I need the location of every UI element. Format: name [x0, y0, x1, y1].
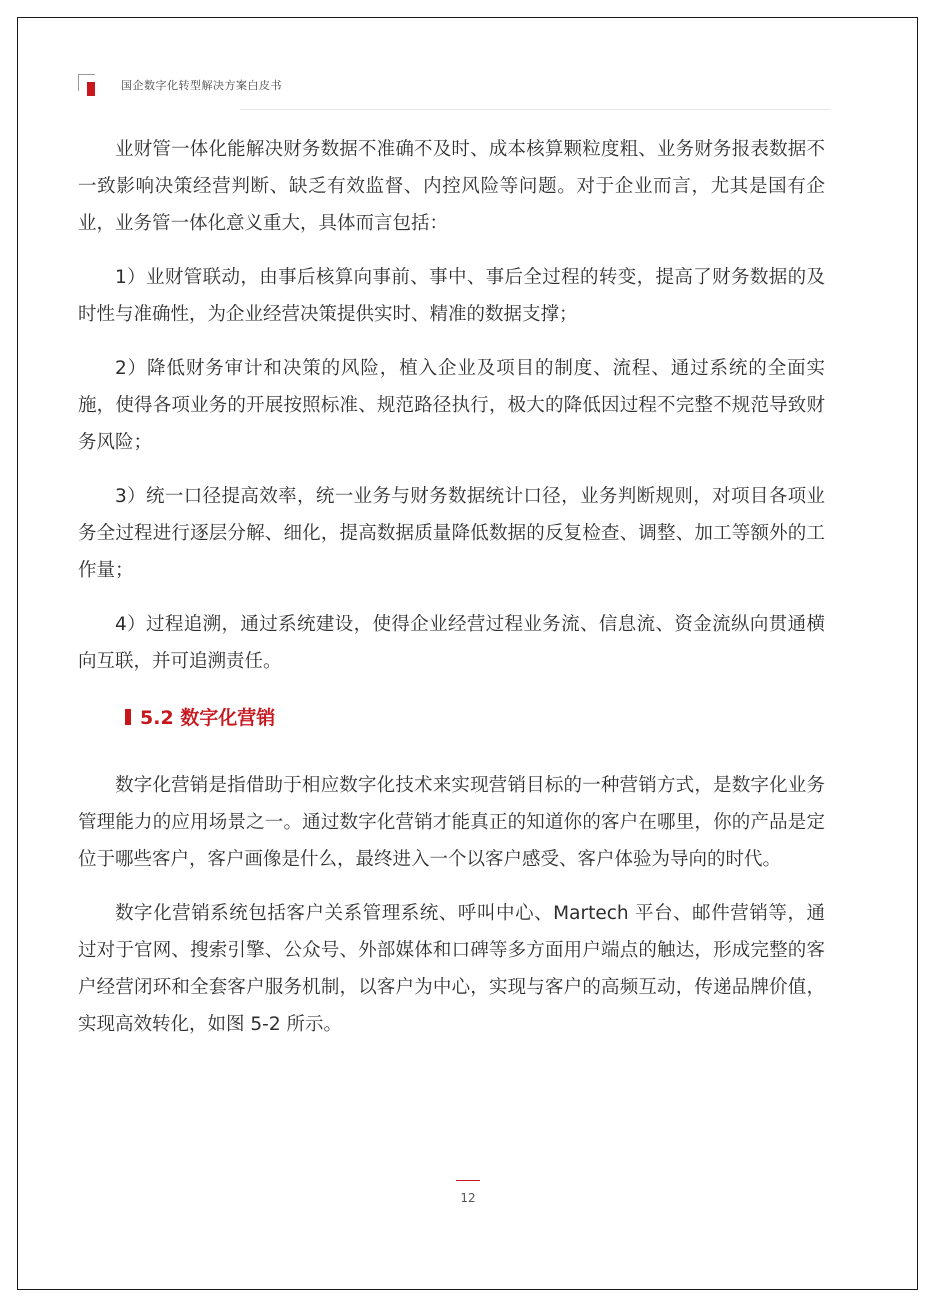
paragraph-item-3: 3）统一口径提高效率，统一业务与财务数据统计口径，业务判断规则，对项目各项业务全过程进行逐层分解、细化，提高数据质量降低数据的反复检查、调整、加工等额外的工作量； [78, 486, 825, 581]
footer-divider [456, 1180, 480, 1181]
paragraph-item-2: 2）降低财务审计和决策的风险，植入企业及项目的制度、流程、通过系统的全面实施，使得各项业务的开展按照标准、规范路径执行，极大的降低因过程不完整不规范导致财务风险； [78, 358, 825, 453]
paragraph-marketing-system: 数字化营销系统包括客户关系管理系统、呼叫中心、Martech 平台、邮件营销等，通过对于官网、搜索引擎、公众号、外部媒体和口碑等多方面用户端点的触达，形成完整的客户经营闭环和全套客户服务机制，以客户为中心，实现与客户的高频互动，传递品牌价值，实现高效转化，如图 5-2 所示。 [78, 903, 825, 1035]
paragraph-intro: 业财管一体化能解决财务数据不准确不及时、成本核算颗粒度粗、业务财务报表数据不一致影响决策经营判断、缺乏有效监督、内控风险等问题。对于企业而言，尤其是国有企业，业务管一体化意义重大，具体而言包括： [78, 139, 825, 234]
report-logo-icon [78, 74, 96, 96]
paragraph-item-4: 4）过程追溯，通过系统建设，使得企业经营过程业务流、信息流、资金流纵向贯通横向互联，并可追溯责任。 [78, 614, 825, 672]
section-marker-icon [125, 709, 131, 725]
paragraph-marketing-definition: 数字化营销是指借助于相应数字化技术来实现营销目标的一种营销方式，是数字化业务管理能力的应用场景之一。通过数字化营销才能真正的知道你的客户在哪里，你的产品是定位于哪些客户，客户画像是什么，最终进入一个以客户感受、客户体验为导向的时代。 [78, 775, 825, 870]
header-title: 国企数字化转型解决方案白皮书 [121, 79, 282, 92]
header-divider [240, 109, 830, 110]
main-content [78, 131, 825, 1060]
page-number: 12 [460, 1191, 476, 1205]
page-header [78, 73, 282, 97]
section-heading-label: 5.2 数字化营销 [140, 707, 276, 729]
paragraph-item-1: 1）业财管联动，由事后核算向事前、事中、事后全过程的转变，提高了财务数据的及时性与准确性，为企业经营决策提供实时、精准的数据支撑； [78, 267, 825, 325]
page-footer [0, 1180, 936, 1206]
section-heading [125, 698, 825, 735]
